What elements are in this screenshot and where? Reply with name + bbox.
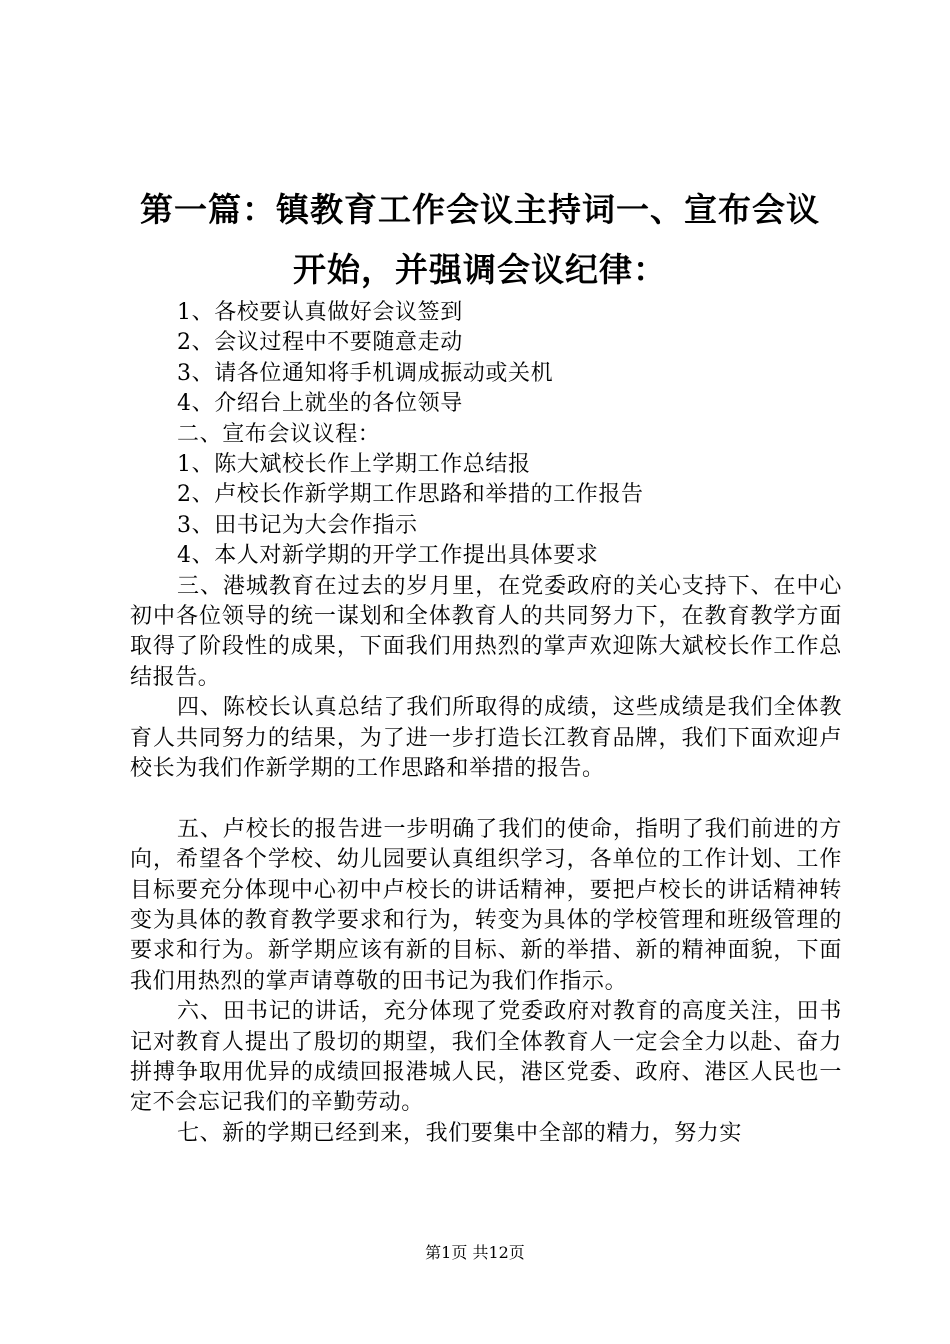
document-title-line-2: 开始，并强调会议纪律：	[293, 250, 667, 289]
list-item: 1、各校要认真做好会议签到	[177, 300, 463, 325]
list-item: 3、田书记为大会作指示	[177, 512, 418, 538]
list-item: 3、请各位通知将手机调成振动或关机	[177, 360, 554, 386]
paragraph-4: 四、陈校长认真总结了我们所取得的成绩，这些成绩是我们全体教育人共同努力的结果，为了进一步打造长江教育品牌，我们下面欢迎卢校长为我们作新学期的工作思路和举措的报告。	[130, 695, 842, 781]
paragraph-5: 五、卢校长的报告进一步明确了我们的使命，指明了我们前进的方向，希望各个学校、幼儿园要认真组织学习，各单位的工作计划、工作目标要充分体现中心初中卢校长的讲话精神，要把卢校长的讲话精神转变为具体的教育教学要求和行为，转变为具体的学校管理和班级管理的要求和行为。新学期应该有新的目标、新的举措、新的精神面貌，下面我们用热烈的掌声请尊敬的田书记为我们作指示。	[130, 816, 842, 994]
list-item: 4、介绍台上就坐的各位领导	[177, 391, 463, 417]
list-item: 2、卢校长作新学期工作思路和举措的工作报告	[177, 482, 644, 508]
page-number-footer: 第1页 共12页	[425, 1243, 525, 1262]
paragraph-7: 七、新的学期已经到来，我们要集中全部的精力，努力实	[177, 1120, 743, 1146]
list-item: 2、会议过程中不要随意走动	[177, 330, 463, 356]
list-item: 4、本人对新学期的开学工作提出具体要求	[177, 543, 599, 569]
paragraph-6: 六、田书记的讲话，充分体现了党委政府对教育的高度关注，田书记对教育人提出了殷切的期望，我们全体教育人一定会全力以赴、奋力拼搏争取用优异的成绩回报港城人民，港区党委、政府、港区人民也一定不会忘记我们的辛勤劳动。	[130, 999, 842, 1116]
blank-line	[130, 784, 842, 814]
section-heading: 二、宣布会议议程：	[177, 421, 381, 447]
list-item: 1、陈大斌校长作上学期工作总结报	[177, 451, 531, 477]
document-title-line-1: 第一篇：镇教育工作会议主持词一、宣布会议	[140, 190, 820, 229]
paragraph-3: 三、港城教育在过去的岁月里，在党委政府的关心支持下、在中心初中各位领导的统一谋划和全体教育人的共同努力下，在教育教学方面取得了阶段性的成果，下面我们用热烈的掌声欢迎陈大斌校长作工作总结报告。	[130, 573, 842, 690]
document-body	[130, 298, 842, 1149]
